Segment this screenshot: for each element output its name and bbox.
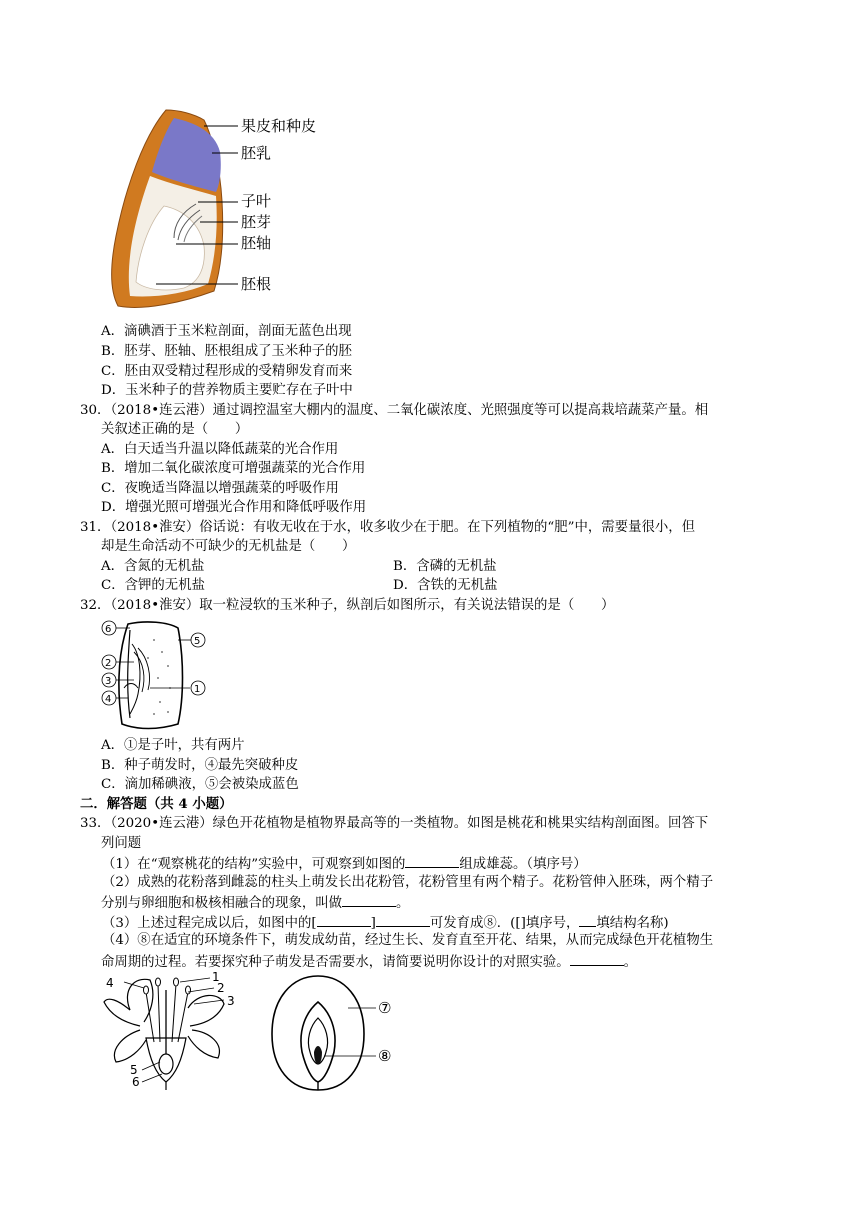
corn-label-cotyledon: 子叶 bbox=[241, 192, 272, 210]
q31-option-b: B．含磷的无机盐 bbox=[393, 559, 497, 574]
q33-part4-line2 bbox=[101, 951, 637, 972]
seed-label-2: 2 bbox=[105, 658, 112, 669]
q29-option-c: C．胚由双受精过程形成的受精卵发育而来 bbox=[101, 364, 353, 379]
q33-part1-blank[interactable] bbox=[405, 853, 459, 868]
q32-stem: 32．（2018•淮安）取一粒浸软的玉米种子，纵剖后如图所示，有关说法错误的是（ ） bbox=[80, 598, 615, 613]
peach-flower-figure bbox=[100, 970, 270, 1092]
q31-option-c: C．含钾的无机盐 bbox=[101, 578, 205, 593]
q32-option-b: B．种子萌发时，④最先突破种皮 bbox=[101, 758, 299, 773]
section-2-title: 二．解答题（共 4 小题） bbox=[80, 796, 233, 812]
seed-label-3: 3 bbox=[105, 676, 112, 687]
flower-label-4: 4 bbox=[106, 976, 114, 990]
q33-part2-text-a: 分别与卵细胞和极核相融合的现象，叫做 bbox=[101, 896, 343, 911]
q29-option-b: B．胚芽、胚轴、胚根组成了玉米种子的胚 bbox=[101, 344, 352, 359]
corn-label-endosperm: 胚乳 bbox=[241, 144, 272, 162]
q30-stem-line2: 关叙述正确的是（ ） bbox=[101, 422, 249, 437]
peach-fruit-figure bbox=[268, 972, 418, 1094]
q31-stem-line1: 31．（2018•淮安）俗话说：有收无收在于水，收多收少在于肥。在下列植物的“肥”中，需要量很小，但 bbox=[80, 520, 696, 535]
corn-seed-numbered-figure bbox=[98, 618, 210, 736]
flower-label-3: 3 bbox=[227, 994, 235, 1008]
q30-option-a: A．白天适当升温以降低蔬菜的光合作用 bbox=[101, 442, 339, 457]
corn-label-hypocotyl: 胚轴 bbox=[241, 234, 272, 252]
q33-part1 bbox=[102, 853, 587, 874]
q31-option-a: A．含氮的无机盐 bbox=[101, 559, 205, 574]
flower-label-1: 1 bbox=[212, 970, 220, 984]
q31-stem-line2: 却是生命活动不可缺少的无机盐是（ ） bbox=[101, 539, 356, 554]
seed-label-4: 4 bbox=[105, 694, 112, 705]
seed-label-5: 5 bbox=[194, 636, 201, 647]
corn-label-plumule: 胚芽 bbox=[241, 213, 272, 231]
corn-kernel-figure bbox=[104, 106, 334, 316]
q31-option-d: D．含铁的无机盐 bbox=[393, 578, 498, 593]
q33-part3-text-a: （3）上述过程完成以后，如图中的[ bbox=[102, 916, 317, 931]
fruit-label-7: ⑦ bbox=[378, 999, 392, 1017]
q33-part3 bbox=[102, 912, 669, 933]
q33-part2-line2 bbox=[101, 892, 409, 913]
q29-option-d: D．玉米种子的营养物质主要贮存在子叶中 bbox=[101, 383, 353, 398]
seed-label-6: 6 bbox=[105, 624, 112, 635]
q32-option-c: C．滴加稀碘液，⑤会被染成蓝色 bbox=[101, 777, 299, 792]
q33-part4-text-b: 。 bbox=[623, 955, 638, 970]
q30-stem-line1: 30．（2018•连云港）通过调控温室大棚内的温度、二氧化碳浓度、光照强度等可以提高栽培蔬菜产量。相 bbox=[80, 403, 709, 418]
fruit-label-8: ⑧ bbox=[378, 1047, 392, 1065]
q33-part4-blank[interactable] bbox=[570, 951, 624, 966]
q33-part1-text-b: 组成雄蕊。（填序号） bbox=[459, 857, 587, 872]
q30-option-b: B．增加二氧化碳浓度可增强蔬菜的光合作用 bbox=[101, 461, 366, 476]
q33-part4-line1: （4）⑧在适宜的环境条件下，萌发成幼苗，经过生长、发育直至开花、结果，从而完成绿色开花植物生 bbox=[102, 933, 714, 948]
flower-label-5: 5 bbox=[130, 1063, 138, 1077]
q33-part3-text-b: ] bbox=[370, 916, 376, 931]
q33-part2-text-b: 。 bbox=[396, 896, 410, 911]
q33-part4-text-a: 命周期的过程。若要探究种子萌发是否需要水，请简要说明你设计的对照实验。 bbox=[101, 955, 570, 970]
q33-stem-line1: 33．（2020•连云港）绿色开花植物是植物界最高等的一类植物。如图是桃花和桃果实结构剖面图。回答下 bbox=[80, 816, 709, 831]
flower-label-2: 2 bbox=[217, 981, 225, 995]
q33-part2-line1: （2）成熟的花粉落到雌蕊的柱头上萌发长出花粉管，花粉管里有两个精子。花粉管伸入胚珠，两个精子 bbox=[102, 875, 714, 890]
corn-label-pericarp: 果皮和种皮 bbox=[241, 117, 317, 135]
seed-label-1: 1 bbox=[194, 684, 201, 695]
q33-part3-text-c: 可发育成⑧．([]填序号， bbox=[429, 916, 580, 931]
q30-option-d: D．增强光照可增强光合作用和降低呼吸作用 bbox=[101, 500, 367, 515]
q29-option-a: A．滴碘酒于玉米粒剖面，剖面无蓝色出现 bbox=[101, 324, 352, 339]
q33-stem-line2: 列问题 bbox=[101, 836, 142, 851]
q33-part1-text-a: （1）在“观察桃花的结构”实验中，可观察到如图的 bbox=[102, 857, 406, 872]
flower-label-6: 6 bbox=[132, 1075, 140, 1089]
q30-option-c: C．夜晚适当降温以增强蔬菜的呼吸作用 bbox=[101, 481, 339, 496]
q33-part2-blank[interactable] bbox=[342, 892, 396, 907]
q32-option-a: A．①是子叶，共有两片 bbox=[101, 738, 245, 753]
corn-label-radicle: 胚根 bbox=[241, 275, 272, 293]
q33-part3-blank-name[interactable] bbox=[376, 912, 430, 927]
q33-part3-blank-number[interactable] bbox=[317, 912, 371, 927]
q33-part3-text-d: 填结构名称) bbox=[596, 916, 669, 931]
q33-part3-blank-hint[interactable] bbox=[579, 912, 596, 927]
